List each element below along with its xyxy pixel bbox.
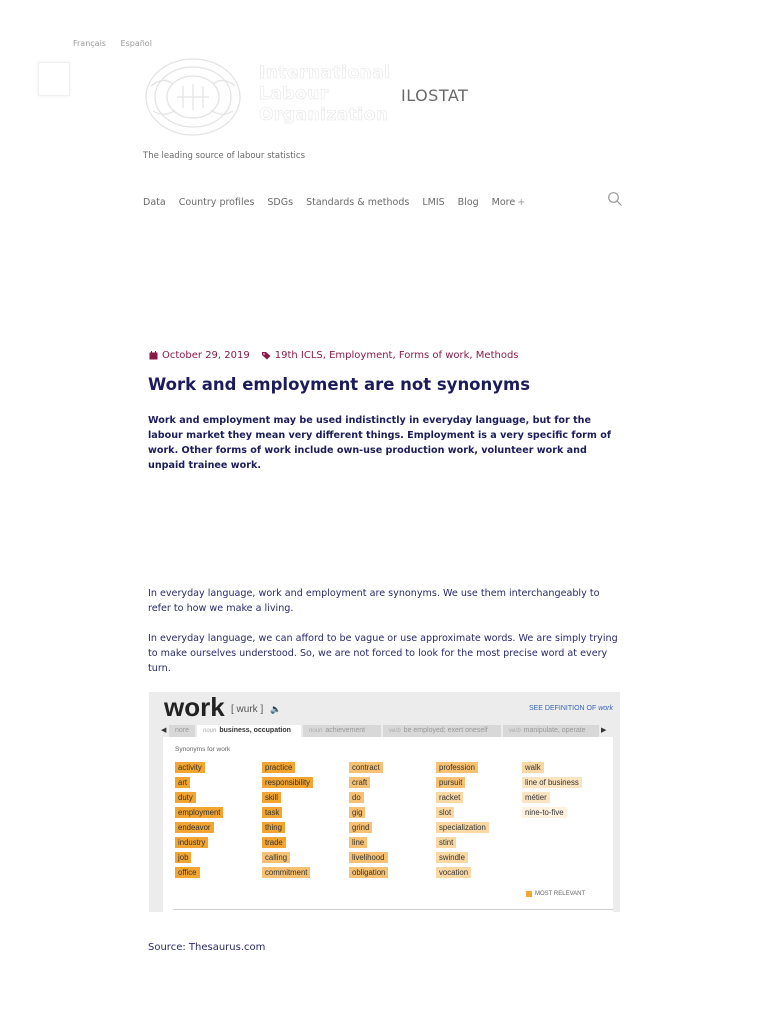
synonym-chip: commitment bbox=[262, 867, 310, 878]
synonym-column bbox=[262, 762, 313, 882]
legend-label: MOST RELEVANT bbox=[535, 891, 586, 897]
see-definition-word: work bbox=[598, 705, 613, 712]
body-paragraph: In everyday language, work and employment are synonyms. We use them interchangeably to refer to how we make a living. bbox=[148, 588, 600, 614]
synonym-chip: grind bbox=[349, 822, 372, 833]
thesaurus-headword: work bbox=[164, 692, 225, 722]
synonym-chip: task bbox=[262, 807, 282, 818]
sense-tabs bbox=[161, 725, 613, 737]
sense-tab-label: nore bbox=[175, 727, 190, 734]
sense-tab-pos: verb bbox=[509, 728, 521, 734]
synonym-chip: art bbox=[175, 777, 190, 788]
thesaurus-pronunciation bbox=[231, 704, 281, 715]
synonyms-label: Synonyms for work bbox=[175, 746, 231, 753]
synonym-chip: job bbox=[175, 852, 191, 863]
synonym-chip: line of business bbox=[522, 777, 582, 788]
sense-tab bbox=[169, 725, 195, 737]
site-title[interactable]: ILOSTAT bbox=[401, 86, 469, 105]
sense-tab-label: business, occupation bbox=[219, 727, 291, 734]
nav-item-sdgs[interactable]: SDGs bbox=[267, 197, 294, 208]
main-nav bbox=[143, 197, 538, 208]
tagline: The leading source of labour statistics bbox=[143, 151, 306, 161]
language-switcher bbox=[73, 39, 164, 48]
synonym-chip: trade bbox=[262, 837, 286, 848]
relevance-legend bbox=[526, 891, 585, 897]
synonym-chip: profession bbox=[436, 762, 478, 773]
sense-tab bbox=[383, 725, 501, 737]
sense-tab-label: achievement bbox=[325, 727, 366, 734]
synonym-chip: endeavor bbox=[175, 822, 214, 833]
sense-tab-pos: noun bbox=[309, 728, 323, 734]
synonym-chip: do bbox=[349, 792, 364, 803]
synonym-column bbox=[436, 762, 489, 882]
synonym-chip: livelihood bbox=[349, 852, 388, 863]
sense-tab-label: be employed; exert oneself bbox=[403, 727, 488, 734]
synonym-chip: responsibility bbox=[262, 777, 313, 788]
plus-icon: + bbox=[517, 197, 526, 208]
synonym-chip: practice bbox=[262, 762, 295, 773]
search-icon[interactable] bbox=[607, 191, 623, 207]
pronunciation-text: [ wurk ] bbox=[231, 704, 264, 715]
synonym-chip: gig bbox=[349, 807, 365, 818]
synonym-chip: pursuit bbox=[436, 777, 465, 788]
synonyms-panel bbox=[163, 737, 613, 912]
post-meta bbox=[149, 350, 519, 361]
org-name-line: Labour bbox=[259, 84, 329, 104]
org-name-line: Organization bbox=[259, 105, 389, 125]
synonym-chip: activity bbox=[175, 762, 205, 773]
divider bbox=[173, 909, 613, 910]
tags-icon bbox=[262, 351, 271, 360]
synonym-chip: nine-to-five bbox=[522, 807, 567, 818]
nav-item-more[interactable] bbox=[492, 197, 526, 208]
ilo-logo-icon[interactable] bbox=[143, 56, 243, 138]
org-name-wordmark bbox=[259, 63, 391, 126]
synonym-chip: calling bbox=[262, 852, 290, 863]
synonym-chip: slot bbox=[436, 807, 454, 818]
image-source: Source: Thesaurus.com bbox=[148, 942, 266, 953]
synonym-chip: walk bbox=[522, 762, 544, 773]
see-definition-text: SEE DEFINITION OF bbox=[528, 705, 597, 712]
synonym-chip: métier bbox=[522, 792, 550, 803]
post-tags[interactable]: 19th ICLS, Employment, Forms of work, Methods bbox=[274, 350, 519, 361]
see-definition-link bbox=[529, 705, 613, 712]
sense-tab bbox=[303, 725, 381, 737]
legend-swatch bbox=[526, 891, 532, 897]
synonym-chip: swindle bbox=[436, 852, 468, 863]
synonym-chip: stint bbox=[436, 837, 456, 848]
menu-toggle-button[interactable] bbox=[38, 62, 70, 96]
synonym-chip: duty bbox=[175, 792, 196, 803]
synonym-chip: vocation bbox=[436, 867, 471, 878]
body-paragraph: In everyday language, we can afford to be vague or use approximate words. We are simply trying to make ourselves understood. So, we are not forced to look for the most precise word at every turn. bbox=[148, 633, 618, 674]
nav-more-label: More bbox=[491, 197, 516, 208]
sense-tab-label: manipulate, operate bbox=[523, 727, 586, 734]
synonym-chip: employment bbox=[175, 807, 223, 818]
nav-item-standards-methods[interactable]: Standards & methods bbox=[306, 197, 410, 208]
synonym-chip: racket bbox=[436, 792, 463, 803]
synonym-chip: line bbox=[349, 837, 367, 848]
nav-item-country-profiles[interactable]: Country profiles bbox=[178, 197, 255, 208]
synonym-column bbox=[349, 762, 388, 882]
arrow-left-icon: ◀ bbox=[161, 727, 167, 734]
synonym-column bbox=[175, 762, 223, 882]
sense-tab-pos: noun bbox=[203, 728, 217, 734]
speaker-icon: 🔈 bbox=[270, 704, 282, 714]
calendar-icon bbox=[149, 351, 158, 360]
nav-item-data[interactable]: Data bbox=[143, 197, 166, 208]
synonym-chip: industry bbox=[175, 837, 208, 848]
post-lead: Work and employment may be used indistinctly in everyday language, but for the labour market they mean very different things. Employment is a very specific form of work. Other forms of work include own-use production work, volunteer work and unpaid trainee work. bbox=[148, 415, 611, 471]
synonym-chip: obligation bbox=[349, 867, 388, 878]
org-name-line: International bbox=[259, 63, 391, 83]
lang-french-link[interactable]: Français bbox=[73, 39, 106, 48]
synonym-chip: craft bbox=[349, 777, 370, 788]
sense-tab-pos: verb bbox=[389, 728, 401, 734]
arrow-right-icon: ▶ bbox=[601, 727, 607, 734]
post-date: October 29, 2019 bbox=[162, 350, 250, 361]
synonym-chip: skill bbox=[262, 792, 281, 803]
synonym-chip: thing bbox=[262, 822, 285, 833]
lang-spanish-link[interactable]: Español bbox=[120, 39, 152, 48]
sense-tab-active bbox=[197, 725, 301, 737]
nav-item-lmis[interactable]: LMIS bbox=[422, 197, 445, 208]
post-title: Work and employment are not synonyms bbox=[148, 375, 531, 394]
synonym-chip: office bbox=[175, 867, 200, 878]
thesaurus-image bbox=[149, 692, 620, 912]
sense-tab bbox=[503, 725, 599, 737]
nav-item-blog[interactable]: Blog bbox=[457, 197, 479, 208]
synonym-chip: contract bbox=[349, 762, 383, 773]
synonym-chip: specialization bbox=[436, 822, 489, 833]
synonym-column bbox=[522, 762, 582, 822]
